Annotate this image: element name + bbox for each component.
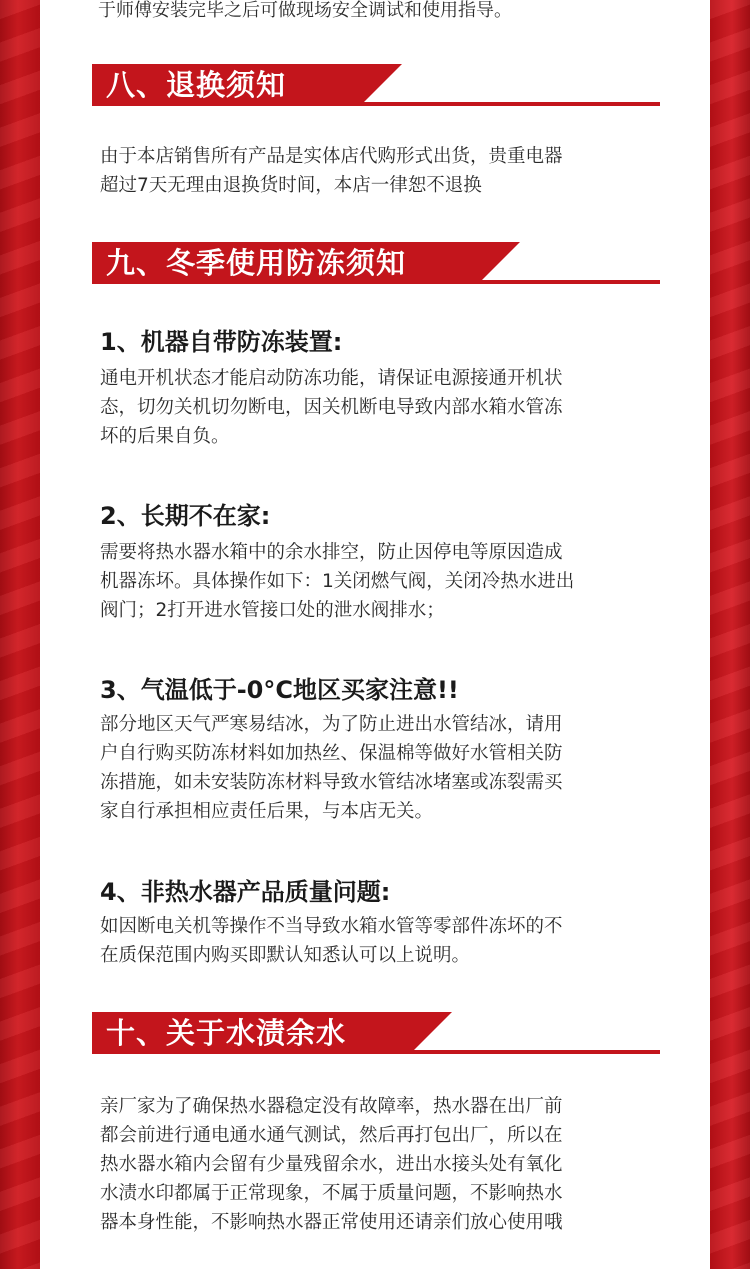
section-paragraph [100,142,660,200]
content-page [40,0,710,1269]
item-line: 机器冻坏。具体操作如下：1关闭燃气阀，关闭冷热水进出 [100,571,575,592]
item-body [100,538,660,625]
section-header-winter-antifreeze [92,242,660,284]
item-body [100,364,660,451]
section-paragraph [100,1092,660,1237]
item-line: 态，切勿关机切勿断电，因关机断电导致内部水箱水管冻 [100,397,563,418]
paragraph-line: 超过7天无理由退换货时间，本店一律恕不退换 [100,175,482,196]
item-line: 阀门；2打开进水管接口处的泄水阀排水； [100,600,445,621]
item-heading: 1、机器自带防冻装置: [100,328,343,356]
item-heading: 3、气温低于-0°C地区买家注意!! [100,676,459,704]
item-line: 部分地区天气严寒易结冰，为了防止进出水管结冰，请用 [100,714,563,735]
item-line: 需要将热水器水箱中的余水排空，防止因停电等原因造成 [100,542,563,563]
item-line: 户自行购买防冻材料如加热丝、保温棉等做好水管相关防 [100,743,563,764]
left-red-border [0,0,40,1269]
item-body [100,710,660,826]
section-title: 八、退换须知 [106,68,287,102]
paragraph-line: 都会前进行通电通水通气测试，然后再打包出厂，所以在 [100,1125,563,1146]
section-header-water-residue [92,1012,660,1054]
right-red-border [710,0,750,1269]
section-title: 十、关于水渍余水 [106,1016,347,1050]
item-line: 冻措施，如未安装防冻材料导致水管结冰堵塞或冻裂需买 [100,772,563,793]
item-line: 在质保范围内购买即默认知悉认可以上说明。 [100,945,471,966]
intro-tail-text: 于师傅安装完毕之后可做现场安全调试和使用指导。 [98,0,512,21]
paragraph-line: 器本身性能，不影响热水器正常使用还请亲们放心使用哦 [100,1212,563,1233]
item-line: 家自行承担相应责任后果，与本店无关。 [100,801,434,822]
paragraph-line: 由于本店销售所有产品是实体店代购形式出货，贵重电器 [100,146,563,167]
item-line: 通电开机状态才能启动防冻功能，请保证电源接通开机状 [100,368,563,389]
section-header-returns [92,64,660,106]
item-heading: 2、长期不在家: [100,502,271,530]
item-heading: 4、非热水器产品质量问题: [100,878,391,906]
paragraph-line: 热水器水箱内会留有少量残留余水，进出水接头处有氧化 [100,1154,563,1175]
paragraph-line: 亲厂家为了确保热水器稳定没有故障率，热水器在出厂前 [100,1096,563,1117]
item-body [100,912,660,970]
paragraph-line: 水渍水印都属于正常现象，不属于质量问题，不影响热水 [100,1183,563,1204]
item-line: 如因断电关机等操作不当导致水箱水管等零部件冻坏的不 [100,916,563,937]
item-line: 坏的后果自负。 [100,426,230,447]
section-title: 九、冬季使用防冻须知 [106,246,407,280]
